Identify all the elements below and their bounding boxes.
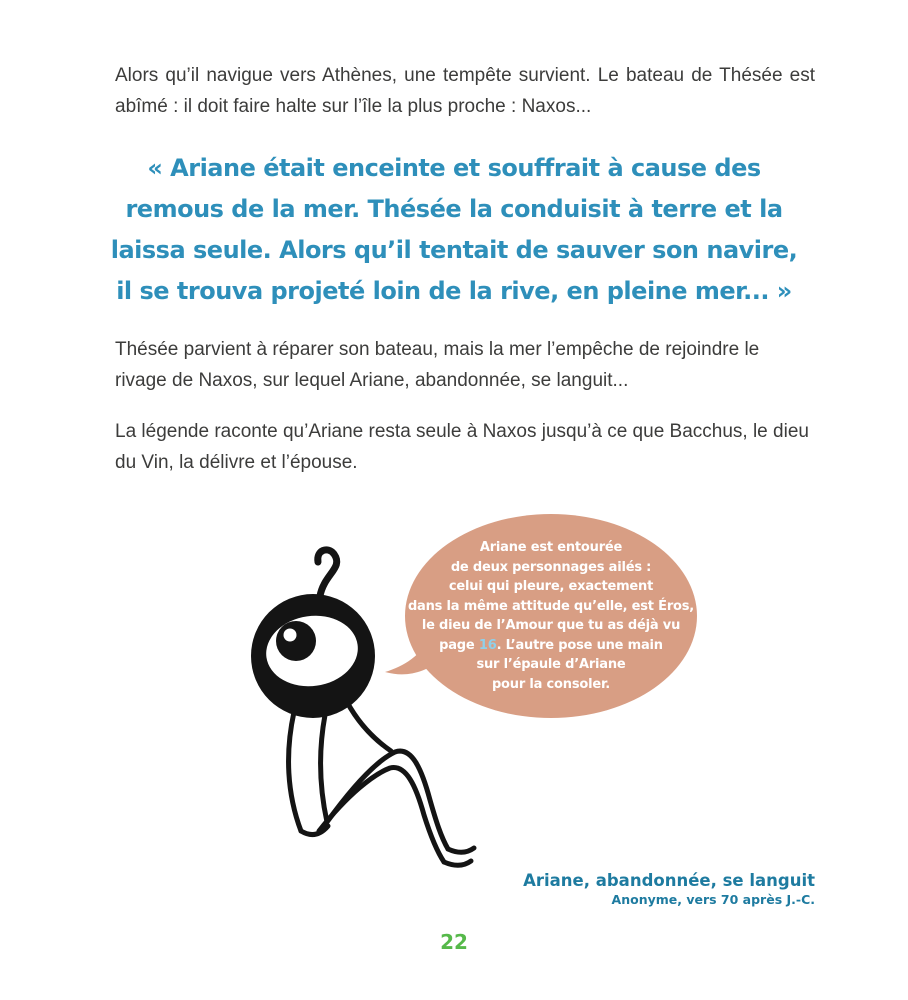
artwork-caption-credit: Anonyme, vers 70 après J.-C. bbox=[611, 892, 815, 907]
paragraph-intro: Alors qu’il navigue vers Athènes, une tempête survient. Le bateau de Thésée est abîmé : il doit faire halte sur l’île la plus proche : Naxos... bbox=[115, 65, 815, 117]
bubble-line: celui qui pleure, exactement bbox=[448, 579, 654, 594]
mascot-hair-curl bbox=[318, 550, 337, 596]
bubble-line: sur l’épaule d’Ariane bbox=[476, 657, 626, 672]
bubble-line: dans la même attitude qu’elle, est Éros, bbox=[407, 598, 695, 614]
mascot-body bbox=[321, 715, 327, 822]
quote-line: « Ariane était enceinte et souffrait à cause des bbox=[147, 154, 761, 182]
page-number: 22 bbox=[440, 930, 468, 954]
speech-bubble bbox=[405, 514, 697, 718]
mascot-foot bbox=[448, 848, 474, 852]
quote-line: remous de la mer. Thésée la conduisit à terre et la bbox=[125, 195, 783, 223]
bubble-text: page bbox=[439, 637, 479, 653]
mascot-foot bbox=[444, 861, 471, 865]
blockquote-ariane bbox=[0, 148, 908, 312]
mascot-pupil bbox=[276, 621, 316, 661]
paragraph-repair: Thésée parvient à réparer son bateau, mais la mer l’empêche de rejoindre le rivage de Naxos, sur lequel Ariane, abandonnée, se languit... bbox=[115, 339, 760, 391]
bubble-line: Ariane est entourée bbox=[479, 540, 623, 555]
bubble-text: . L’autre pose une main bbox=[496, 637, 663, 653]
bubble-line: le dieu de l’Amour que tu as déjà vu bbox=[421, 618, 681, 633]
quote-line: il se trouva projeté loin de la rive, en pleine mer... » bbox=[116, 277, 792, 305]
paragraph-legend: La légende raconte qu’Ariane resta seule à Naxos jusqu’à ce que Bacchus, le dieu du Vin, la délivre et l’épouse. bbox=[115, 421, 809, 473]
artwork-caption-title: Ariane, abandonnée, se languit bbox=[523, 871, 815, 890]
bubble-line: pour la consoler. bbox=[491, 676, 611, 692]
artwork-caption bbox=[395, 870, 815, 908]
mascot-body bbox=[289, 712, 301, 831]
bubble-line-page-reference bbox=[439, 636, 663, 656]
quote-line: laissa seule. Alors qu’il tentait de sauver son navire, bbox=[110, 236, 798, 264]
bubble-line: de deux personnages ailés : bbox=[450, 559, 652, 575]
page-reference-number: 16 bbox=[478, 637, 497, 653]
mascot-eye-glint bbox=[284, 629, 297, 642]
mascot-arm bbox=[347, 702, 391, 751]
